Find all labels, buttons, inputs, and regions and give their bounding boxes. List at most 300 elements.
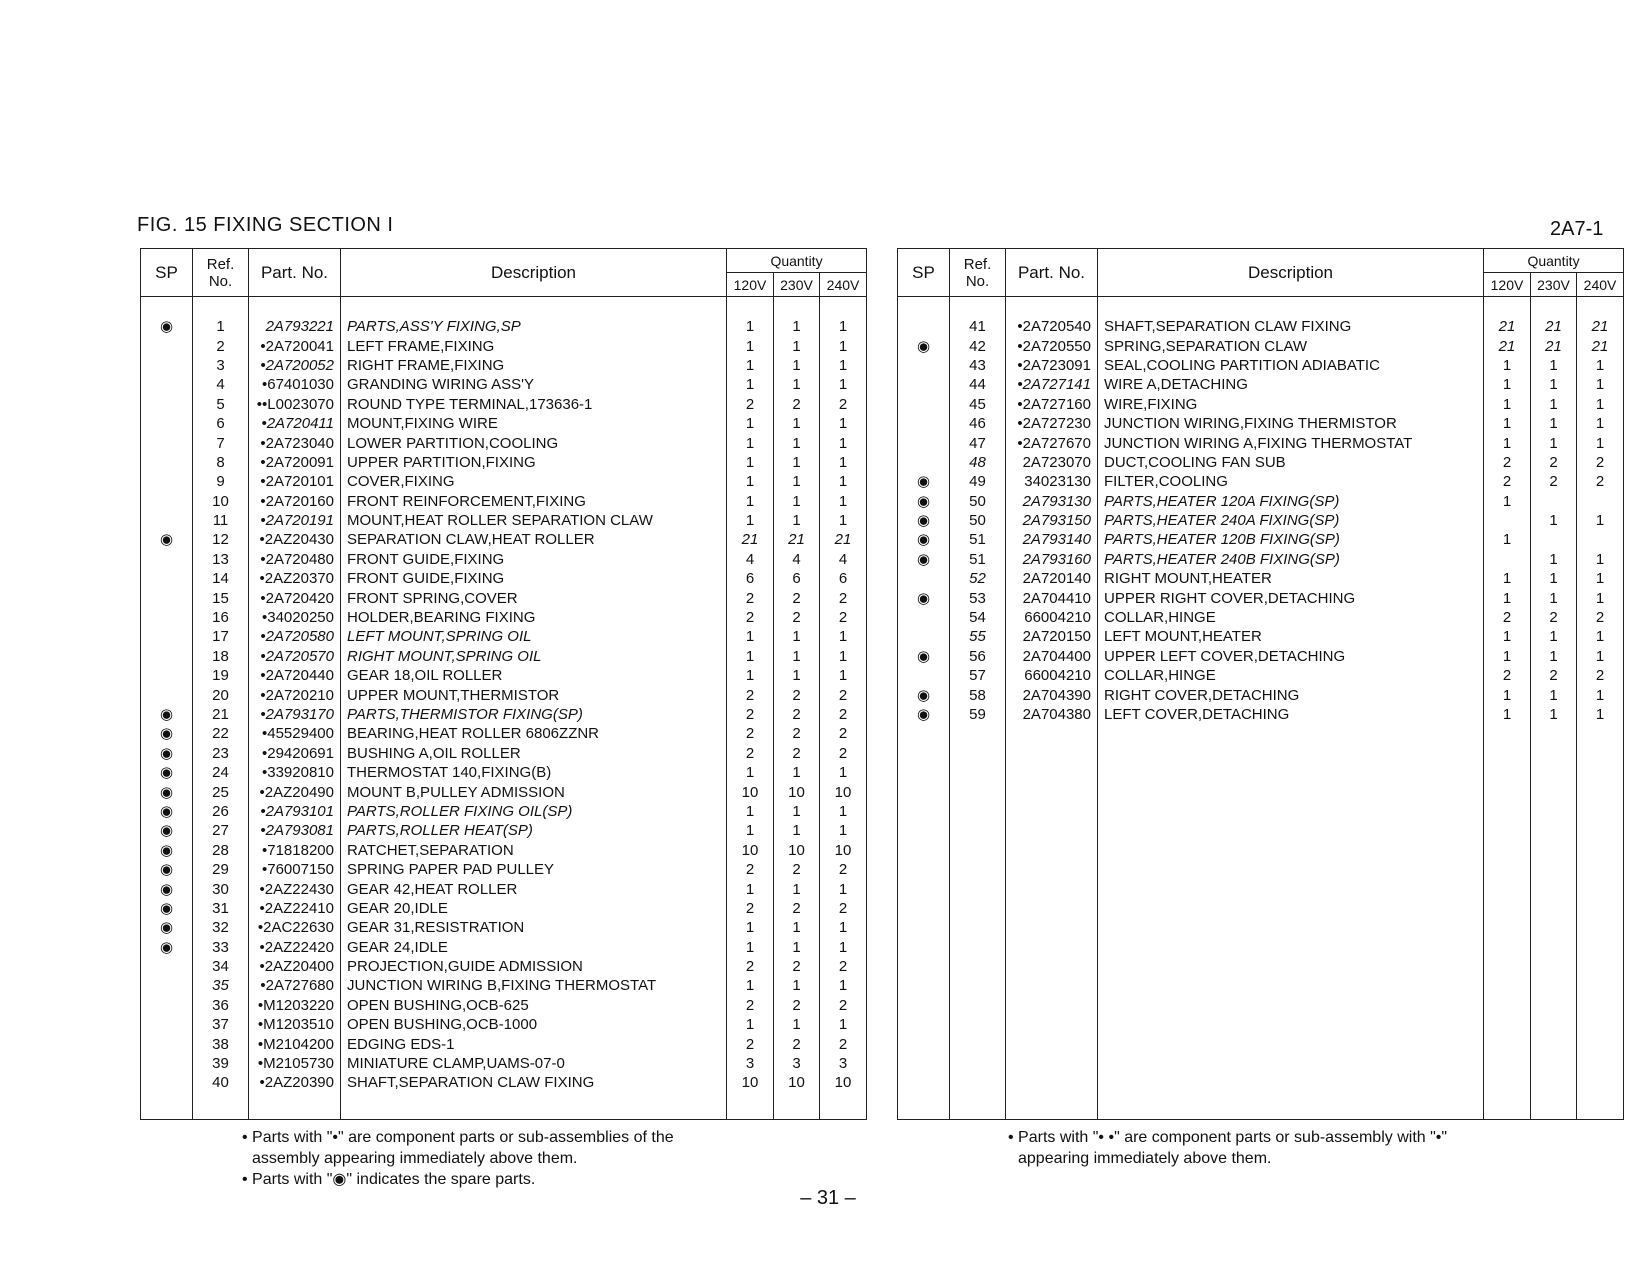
cell-q3: 6 xyxy=(820,569,867,588)
table-row xyxy=(898,666,1624,685)
cell-q3: 2 xyxy=(820,1034,867,1053)
cell-part: •2A720191 xyxy=(249,511,341,530)
col-quantity: Quantity xyxy=(727,249,867,273)
cell-q3: 1 xyxy=(820,356,867,375)
cell-ref: 8 xyxy=(193,453,249,472)
cell-desc: GEAR 24,IDLE xyxy=(341,938,727,957)
cell-q2: 1 xyxy=(774,627,820,646)
cell-q1: 2 xyxy=(1484,608,1531,627)
cell-part: •2AZ20400 xyxy=(249,957,341,976)
cell-desc: JUNCTION WIRING A,FIXING THERMOSTAT xyxy=(1098,433,1484,452)
cell-sp xyxy=(141,685,193,704)
cell-ref: 24 xyxy=(193,763,249,782)
cell-q3: 2 xyxy=(1577,666,1624,685)
cell-q2: 2 xyxy=(774,1034,820,1053)
cell-part: 2A704390 xyxy=(1006,685,1098,704)
cell-desc: LEFT MOUNT,HEATER xyxy=(1098,627,1484,646)
cell-desc: LEFT MOUNT,SPRING OIL xyxy=(341,627,727,646)
cell-sp xyxy=(141,569,193,588)
cell-desc: PARTS,ROLLER FIXING OIL(SP) xyxy=(341,802,727,821)
cell-ref: 44 xyxy=(950,375,1006,394)
cell-part: •2A793170 xyxy=(249,705,341,724)
cell-desc: LEFT FRAME,FIXING xyxy=(341,336,727,355)
cell-q2: 2 xyxy=(774,860,820,879)
cell-ref: 20 xyxy=(193,685,249,704)
cell-q1: 1 xyxy=(727,433,774,452)
cell-part: •2A720540 xyxy=(1006,317,1098,336)
cell-q3: 1 xyxy=(1577,375,1624,394)
table-row xyxy=(141,1034,867,1053)
cell-part: 2A720150 xyxy=(1006,627,1098,646)
cell-part: •2A720550 xyxy=(1006,336,1098,355)
cell-sp: ◉ xyxy=(141,821,193,840)
table-row xyxy=(141,744,867,763)
cell-ref: 36 xyxy=(193,996,249,1015)
cell-desc: SHAFT,SEPARATION CLAW FIXING xyxy=(1098,317,1484,336)
cell-ref: 39 xyxy=(193,1054,249,1073)
cell-q3: 21 xyxy=(1577,336,1624,355)
cell-part: •2A723091 xyxy=(1006,356,1098,375)
col-sp: SP xyxy=(898,249,950,297)
parts-table-left xyxy=(140,248,867,1120)
cell-sp xyxy=(141,976,193,995)
cell-sp: ◉ xyxy=(141,899,193,918)
table-row xyxy=(141,453,867,472)
cell-part: 66004210 xyxy=(1006,608,1098,627)
cell-ref: 30 xyxy=(193,879,249,898)
cell-q3: 1 xyxy=(820,375,867,394)
cell-q3 xyxy=(1577,492,1624,511)
cell-sp xyxy=(141,627,193,646)
cell-q1: 1 xyxy=(727,763,774,782)
cell-q3: 1 xyxy=(1577,550,1624,569)
cell-sp: ◉ xyxy=(141,802,193,821)
cell-part: •2A727141 xyxy=(1006,375,1098,394)
cell-ref: 11 xyxy=(193,511,249,530)
cell-desc: LOWER PARTITION,COOLING xyxy=(341,433,727,452)
cell-q3: 2 xyxy=(820,744,867,763)
cell-q1: 1 xyxy=(1484,375,1531,394)
cell-part: 2A793130 xyxy=(1006,492,1098,511)
cell-q1: 1 xyxy=(727,918,774,937)
cell-q3: 2 xyxy=(820,899,867,918)
cell-q3: 1 xyxy=(820,647,867,666)
cell-q1: 1 xyxy=(1484,414,1531,433)
cell-q1: 1 xyxy=(1484,627,1531,646)
cell-q3: 2 xyxy=(1577,608,1624,627)
cell-q2: 1 xyxy=(1531,588,1577,607)
cell-sp xyxy=(141,433,193,452)
cell-q1: 21 xyxy=(1484,336,1531,355)
table-row xyxy=(141,841,867,860)
table-row xyxy=(141,899,867,918)
cell-q2: 1 xyxy=(774,918,820,937)
cell-q1: 1 xyxy=(727,414,774,433)
table-row xyxy=(898,472,1624,491)
cell-desc: SEAL,COOLING PARTITION ADIABATIC xyxy=(1098,356,1484,375)
cell-ref: 4 xyxy=(193,375,249,394)
cell-part: •2A727230 xyxy=(1006,414,1098,433)
cell-sp: ◉ xyxy=(141,860,193,879)
cell-part: •2A720210 xyxy=(249,685,341,704)
cell-ref: 59 xyxy=(950,705,1006,724)
cell-part: •2A727160 xyxy=(1006,395,1098,414)
cell-desc: PARTS,HEATER 240B FIXING(SP) xyxy=(1098,550,1484,569)
cell-part: •2AZ20370 xyxy=(249,569,341,588)
cell-desc: BUSHING A,OIL ROLLER xyxy=(341,744,727,763)
cell-q2: 1 xyxy=(1531,685,1577,704)
table-row xyxy=(141,879,867,898)
cell-ref: 9 xyxy=(193,472,249,491)
cell-q1: 4 xyxy=(727,550,774,569)
cell-q2: 2 xyxy=(774,899,820,918)
cell-sp: ◉ xyxy=(141,724,193,743)
cell-desc: GRANDING WIRING ASS'Y xyxy=(341,375,727,394)
cell-ref: 18 xyxy=(193,647,249,666)
cell-q3: 1 xyxy=(820,414,867,433)
cell-part: •2A793101 xyxy=(249,802,341,821)
cell-q1: 1 xyxy=(727,356,774,375)
cell-desc: RATCHET,SEPARATION xyxy=(341,841,727,860)
cell-q1: 2 xyxy=(727,1034,774,1053)
cell-part: 2A704410 xyxy=(1006,588,1098,607)
cell-sp: ◉ xyxy=(141,744,193,763)
cell-ref: 45 xyxy=(950,395,1006,414)
cell-q3: 1 xyxy=(820,317,867,336)
cell-part: •2AZ20430 xyxy=(249,530,341,549)
table-row xyxy=(141,472,867,491)
cell-desc: RIGHT FRAME,FIXING xyxy=(341,356,727,375)
cell-part: •67401030 xyxy=(249,375,341,394)
cell-q2: 2 xyxy=(1531,453,1577,472)
cell-q2: 21 xyxy=(1531,336,1577,355)
cell-desc: FRONT SPRING,COVER xyxy=(341,588,727,607)
cell-sp xyxy=(141,472,193,491)
cell-desc: COLLAR,HINGE xyxy=(1098,666,1484,685)
cell-sp xyxy=(141,414,193,433)
cell-part: 66004210 xyxy=(1006,666,1098,685)
table-row xyxy=(898,433,1624,452)
cell-ref: 34 xyxy=(193,957,249,976)
cell-q2 xyxy=(1531,530,1577,549)
table-row xyxy=(141,802,867,821)
cell-ref: 55 xyxy=(950,627,1006,646)
table-row xyxy=(898,511,1624,530)
cell-ref: 54 xyxy=(950,608,1006,627)
cell-q1: 1 xyxy=(1484,647,1531,666)
cell-q1: 1 xyxy=(727,647,774,666)
cell-part: •2A793081 xyxy=(249,821,341,840)
cell-desc: UPPER LEFT COVER,DETACHING xyxy=(1098,647,1484,666)
cell-desc: MOUNT,HEAT ROLLER SEPARATION CLAW xyxy=(341,511,727,530)
cell-q1: 3 xyxy=(727,1054,774,1073)
cell-desc: WIRE,FIXING xyxy=(1098,395,1484,414)
col-quantity: Quantity xyxy=(1484,249,1624,273)
cell-desc: PARTS,ROLLER HEAT(SP) xyxy=(341,821,727,840)
table-row xyxy=(898,375,1624,394)
cell-part: •2A720411 xyxy=(249,414,341,433)
cell-desc: RIGHT COVER,DETACHING xyxy=(1098,685,1484,704)
cell-q2: 6 xyxy=(774,569,820,588)
col-desc: Description xyxy=(341,249,727,297)
cell-q2: 1 xyxy=(774,472,820,491)
cell-part: •M2104200 xyxy=(249,1034,341,1053)
cell-sp: ◉ xyxy=(141,705,193,724)
cell-q1 xyxy=(1484,511,1531,530)
cell-ref: 28 xyxy=(193,841,249,860)
cell-desc: EDGING EDS-1 xyxy=(341,1034,727,1053)
cell-q1: 1 xyxy=(1484,685,1531,704)
cell-sp xyxy=(141,1054,193,1073)
cell-part: •2A720160 xyxy=(249,492,341,511)
cell-part: 2A720140 xyxy=(1006,569,1098,588)
table-row xyxy=(141,588,867,607)
table-row xyxy=(141,860,867,879)
cell-ref: 7 xyxy=(193,433,249,452)
cell-q1: 1 xyxy=(727,1015,774,1034)
table-row xyxy=(141,705,867,724)
cell-part: •45529400 xyxy=(249,724,341,743)
cell-q2: 2 xyxy=(1531,608,1577,627)
cell-q3: 1 xyxy=(820,1015,867,1034)
cell-q3: 1 xyxy=(820,918,867,937)
cell-q2: 1 xyxy=(774,356,820,375)
cell-desc: LEFT COVER,DETACHING xyxy=(1098,705,1484,724)
table-row xyxy=(141,627,867,646)
cell-q2: 1 xyxy=(774,938,820,957)
table-row xyxy=(141,414,867,433)
cell-desc: HOLDER,BEARING FIXING xyxy=(341,608,727,627)
cell-sp: ◉ xyxy=(898,705,950,724)
cell-part: •2AZ22410 xyxy=(249,899,341,918)
cell-ref: 17 xyxy=(193,627,249,646)
cell-q1: 1 xyxy=(727,976,774,995)
cell-q1: 1 xyxy=(727,879,774,898)
cell-sp xyxy=(141,550,193,569)
cell-desc: UPPER PARTITION,FIXING xyxy=(341,453,727,472)
cell-part: •2AZ20390 xyxy=(249,1073,341,1092)
cell-ref: 32 xyxy=(193,918,249,937)
cell-q2: 2 xyxy=(774,608,820,627)
cell-ref: 2 xyxy=(193,336,249,355)
cell-desc: BEARING,HEAT ROLLER 6806ZZNR xyxy=(341,724,727,743)
cell-part: ••L0023070 xyxy=(249,395,341,414)
cell-q3: 2 xyxy=(820,724,867,743)
cell-q3: 2 xyxy=(820,685,867,704)
col-230v: 230V xyxy=(774,273,820,297)
cell-ref: 23 xyxy=(193,744,249,763)
table-row xyxy=(898,317,1624,336)
cell-ref: 52 xyxy=(950,569,1006,588)
table-row xyxy=(141,976,867,995)
col-desc: Description xyxy=(1098,249,1484,297)
cell-ref: 6 xyxy=(193,414,249,433)
cell-sp: ◉ xyxy=(898,336,950,355)
cell-ref: 38 xyxy=(193,1034,249,1053)
cell-q2: 1 xyxy=(774,492,820,511)
table-row xyxy=(141,530,867,549)
cell-q3: 2 xyxy=(820,705,867,724)
table-row xyxy=(898,588,1624,607)
cell-q1: 1 xyxy=(727,627,774,646)
table-row xyxy=(898,569,1624,588)
cell-q3: 1 xyxy=(820,511,867,530)
note-spare-parts: • Parts with "◉" indicates the spare parts. xyxy=(242,1171,536,1188)
cell-sp xyxy=(898,433,950,452)
cell-q1: 1 xyxy=(1484,530,1531,549)
cell-q3: 2 xyxy=(820,860,867,879)
cell-desc: DUCT,COOLING FAN SUB xyxy=(1098,453,1484,472)
cell-part: •76007150 xyxy=(249,860,341,879)
cell-part: •2AC22630 xyxy=(249,918,341,937)
cell-q2: 4 xyxy=(774,550,820,569)
cell-q2: 2 xyxy=(774,395,820,414)
cell-desc: FRONT REINFORCEMENT,FIXING xyxy=(341,492,727,511)
cell-q2: 2 xyxy=(774,957,820,976)
cell-ref: 43 xyxy=(950,356,1006,375)
cell-q2: 2 xyxy=(1531,666,1577,685)
cell-q2: 2 xyxy=(1531,472,1577,491)
cell-q1: 1 xyxy=(727,492,774,511)
cell-sp xyxy=(898,317,950,336)
cell-ref: 1 xyxy=(193,317,249,336)
cell-q3: 1 xyxy=(1577,569,1624,588)
cell-sp xyxy=(141,666,193,685)
cell-sp: ◉ xyxy=(898,472,950,491)
cell-q1: 21 xyxy=(1484,317,1531,336)
table-row xyxy=(141,356,867,375)
cell-desc: SPRING,SEPARATION CLAW xyxy=(1098,336,1484,355)
table-row xyxy=(898,492,1624,511)
cell-q3: 1 xyxy=(1577,627,1624,646)
table-row xyxy=(141,666,867,685)
cell-part: 34023130 xyxy=(1006,472,1098,491)
cell-desc: UPPER MOUNT,THERMISTOR xyxy=(341,685,727,704)
table-row xyxy=(141,724,867,743)
cell-q3: 1 xyxy=(1577,647,1624,666)
cell-q2: 1 xyxy=(774,375,820,394)
cell-part: •29420691 xyxy=(249,744,341,763)
cell-q2: 1 xyxy=(774,511,820,530)
table-row xyxy=(898,453,1624,472)
cell-desc: GEAR 31,RESISTRATION xyxy=(341,918,727,937)
cell-ref: 27 xyxy=(193,821,249,840)
cell-desc: GEAR 20,IDLE xyxy=(341,899,727,918)
cell-q3: 1 xyxy=(1577,395,1624,414)
table-row xyxy=(141,782,867,801)
cell-q1: 10 xyxy=(727,782,774,801)
cell-q1: 1 xyxy=(1484,356,1531,375)
cell-desc: JUNCTION WIRING,FIXING THERMISTOR xyxy=(1098,414,1484,433)
cell-q3: 1 xyxy=(820,938,867,957)
cell-q2: 1 xyxy=(774,879,820,898)
cell-part: •M2105730 xyxy=(249,1054,341,1073)
table-row xyxy=(898,647,1624,666)
cell-sp xyxy=(141,1015,193,1034)
cell-q1: 1 xyxy=(727,821,774,840)
cell-sp xyxy=(141,588,193,607)
cell-q3: 1 xyxy=(820,472,867,491)
cell-q1: 2 xyxy=(727,724,774,743)
cell-part: •2A720420 xyxy=(249,588,341,607)
cell-ref: 15 xyxy=(193,588,249,607)
cell-sp: ◉ xyxy=(898,530,950,549)
cell-q1: 2 xyxy=(727,744,774,763)
cell-ref: 10 xyxy=(193,492,249,511)
cell-sp xyxy=(141,492,193,511)
cell-sp: ◉ xyxy=(898,492,950,511)
cell-sp: ◉ xyxy=(898,588,950,607)
cell-ref: 51 xyxy=(950,530,1006,549)
cell-part: 2A793221 xyxy=(249,317,341,336)
cell-ref: 37 xyxy=(193,1015,249,1034)
table-row xyxy=(141,1073,867,1092)
cell-ref: 22 xyxy=(193,724,249,743)
cell-ref: 29 xyxy=(193,860,249,879)
cell-sp xyxy=(141,453,193,472)
cell-ref: 26 xyxy=(193,802,249,821)
cell-part: •2A720041 xyxy=(249,336,341,355)
page-number: – 31 – xyxy=(800,1187,856,1209)
cell-q1: 2 xyxy=(727,957,774,976)
cell-ref: 19 xyxy=(193,666,249,685)
cell-q2: 1 xyxy=(1531,375,1577,394)
table-row xyxy=(141,647,867,666)
cell-q3: 2 xyxy=(820,996,867,1015)
cell-q1: 1 xyxy=(727,317,774,336)
cell-q3: 10 xyxy=(820,782,867,801)
cell-desc: FRONT GUIDE,FIXING xyxy=(341,550,727,569)
cell-desc: SEPARATION CLAW,HEAT ROLLER xyxy=(341,530,727,549)
cell-q2: 1 xyxy=(774,453,820,472)
cell-ref: 5 xyxy=(193,395,249,414)
cell-ref: 35 xyxy=(193,976,249,995)
table-row xyxy=(141,918,867,937)
cell-q3: 1 xyxy=(820,763,867,782)
cell-sp xyxy=(141,996,193,1015)
cell-q3: 2 xyxy=(1577,472,1624,491)
cell-q2: 1 xyxy=(774,336,820,355)
cell-desc: PROJECTION,GUIDE ADMISSION xyxy=(341,957,727,976)
cell-sp xyxy=(898,375,950,394)
cell-desc: PARTS,HEATER 120A FIXING(SP) xyxy=(1098,492,1484,511)
cell-sp: ◉ xyxy=(141,918,193,937)
cell-q1: 1 xyxy=(727,336,774,355)
cell-q1: 1 xyxy=(727,511,774,530)
cell-q1: 6 xyxy=(727,569,774,588)
cell-part: •33920810 xyxy=(249,763,341,782)
cell-ref: 50 xyxy=(950,511,1006,530)
cell-q2: 1 xyxy=(774,821,820,840)
cell-ref: 49 xyxy=(950,472,1006,491)
cell-part: •2A720440 xyxy=(249,666,341,685)
cell-q1: 1 xyxy=(1484,569,1531,588)
cell-q1: 1 xyxy=(1484,433,1531,452)
cell-part: •2AZ22420 xyxy=(249,938,341,957)
cell-q1: 2 xyxy=(727,685,774,704)
cell-ref: 33 xyxy=(193,938,249,957)
cell-part: 2A704380 xyxy=(1006,705,1098,724)
cell-sp: ◉ xyxy=(141,938,193,957)
cell-sp xyxy=(141,1073,193,1092)
cell-sp xyxy=(898,608,950,627)
cell-sp xyxy=(898,414,950,433)
cell-q3: 1 xyxy=(820,821,867,840)
cell-q1: 2 xyxy=(1484,472,1531,491)
cell-q3: 2 xyxy=(1577,453,1624,472)
cell-q3: 1 xyxy=(820,492,867,511)
cell-part: •2AZ20490 xyxy=(249,782,341,801)
